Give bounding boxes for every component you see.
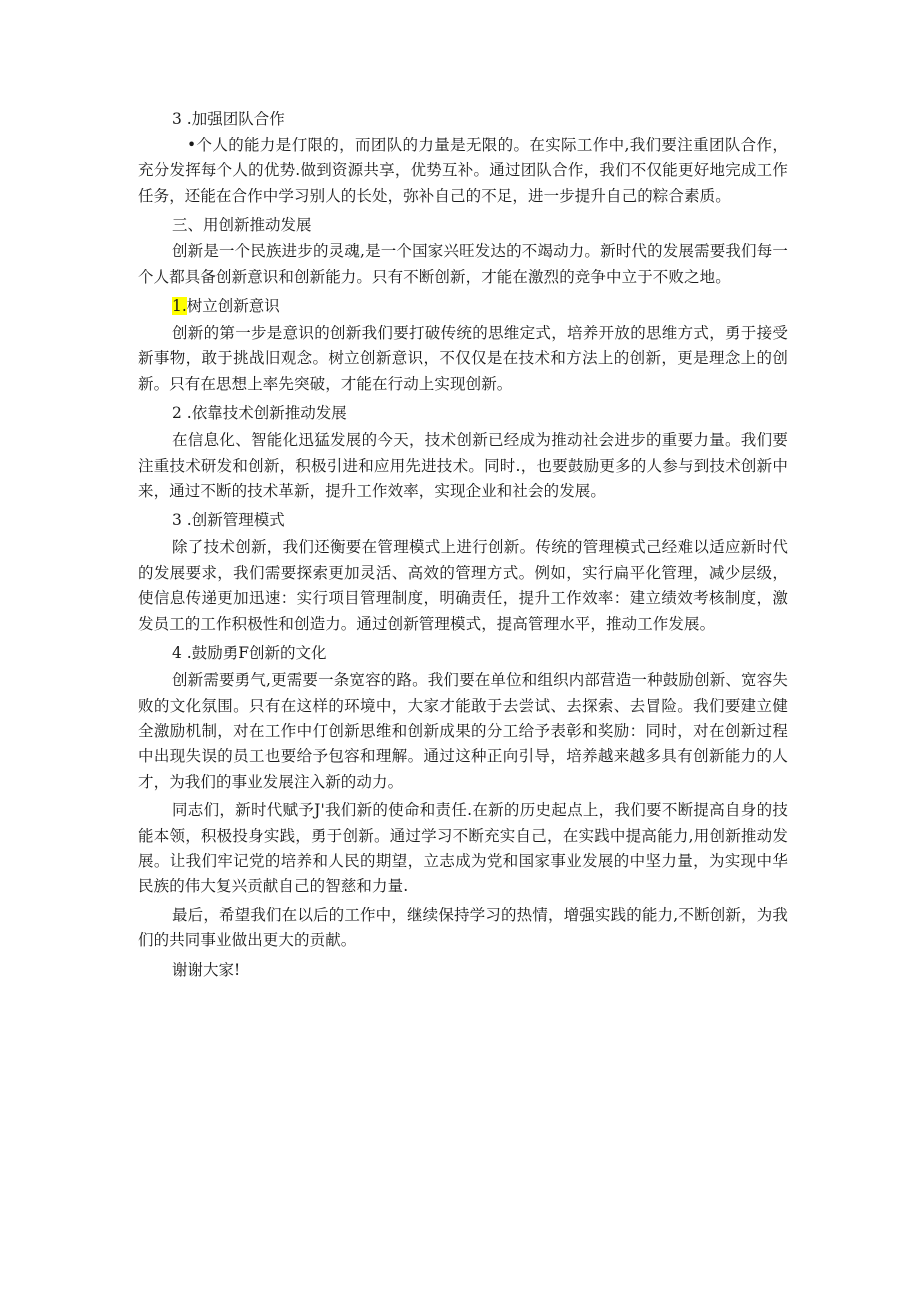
paragraph-teamwork: •个人的能力是仃限的，而团队的力量是无限的。在实际工作中,我们要注重团队合作，充分发挥每个人的优势.做到资源共享，优势互补。通过团队合作，我们不仅能更好地完成工作任务，还能在合作中学习别人的长处，弥补自己的不足，进一步提升自己的粽合素质。 [138, 136, 788, 205]
paragraph-closing-1: 同志们，新时代赋予J'我们新的使命和责任.在新的历史起点上，我们要不断提高自身的技能本领，积极投身实践，勇于创新。通过学习不断充实自己，在实践中提高能力,用创新推动发展。让我们牢记党的培养和人民的期望，立志成为党和国家事业发展的中坚力量，为实现中华民族的伟大复兴贡献自己的智慈和力量. [138, 801, 788, 896]
section-heading-awareness [138, 293, 788, 319]
section-heading-tech: 2 .依靠技术创新推动发展 [172, 404, 347, 423]
paragraph-awareness: 创新的第一步是意识的创新我们要打破传统的思维定式，培养开放的思维方式，勇于接受新事物，敢于挑战旧观念。树立创新意识，不仅仅是在技术和方法上的创新，更是理念上的创新。只有在思想上率先突破，才能在行动上实现创新。 [138, 324, 788, 393]
thanks-line: 谢谢大家! [172, 960, 241, 979]
paragraph-tech: 在信息化、智能化迅猛发展的今天，技术创新已经成为推动社会进步的重要力量。我们要注重技术研发和创新，积极引进和应用先进技术。同时.，也要鼓励更多的人参与到技术创新中来，通过不断的技术革新，提升工作效率，实现企业和社会的发展。 [138, 431, 788, 501]
section-heading-teamwork: 3 .加强团队合作 [172, 110, 285, 128]
paragraph-closing-2: 最后，希望我们在以后的工作中，继续保持学习的热情，增强实践的能力,不断创新，为我们的共同事业做出更大的贡献。 [138, 905, 788, 950]
section-heading-management: 3 .创新管理模式 [172, 511, 285, 530]
heading-text: 树立创新意识 [186, 297, 280, 316]
paragraph-culture: 创新需要勇气,更需要一条宽容的路。我们要在单位和组织内部营造一种鼓励创新、宽容失败的文化氛围。只有在这样的环境中，大家才能敢于去尝试、去探索、去冒险。我们要建立健全激励机制，对在工作中仃创新思维和创新成果的分工给予表彰和奖励：同时，对在创新过程中出现失误的员工也要给予包容和理解。通过这种正向引导，培养越来越多具有创新能力的人才，为我们的事业发展注入新的动力。 [138, 671, 788, 791]
section-heading-culture: 4 .鼓励勇F创新的文化 [172, 644, 327, 663]
document-page [138, 106, 788, 984]
section-heading-innovation: 三、用创新推动发展 [172, 216, 312, 235]
paragraph-innovation: 创新是一个民族进步的灵魂,是一个国家兴旺发达的不竭动力。新时代的发展需要我们每一个人都具备创新意识和创新能力。只有不断创新，才能在激烈的竞争中立于不败之地。 [138, 242, 788, 286]
paragraph-management: 除了技术创新，我们还衡要在管理模式上进行创新。传统的管理模式己经难以适应新时代的发展要求，我们需要探索更加灵活、高效的管理方式。例如，实行扁平化管理，减少层级，使信息传递更加迅速：实行项目管理制度，明确责任，提升工作效率：建立绩效考核制度，激发员工的工作积极性和创造力。通过创新管理模式，提高管理水平，推动工作发展。 [138, 538, 788, 633]
highlighted-number: 1. [172, 297, 187, 316]
